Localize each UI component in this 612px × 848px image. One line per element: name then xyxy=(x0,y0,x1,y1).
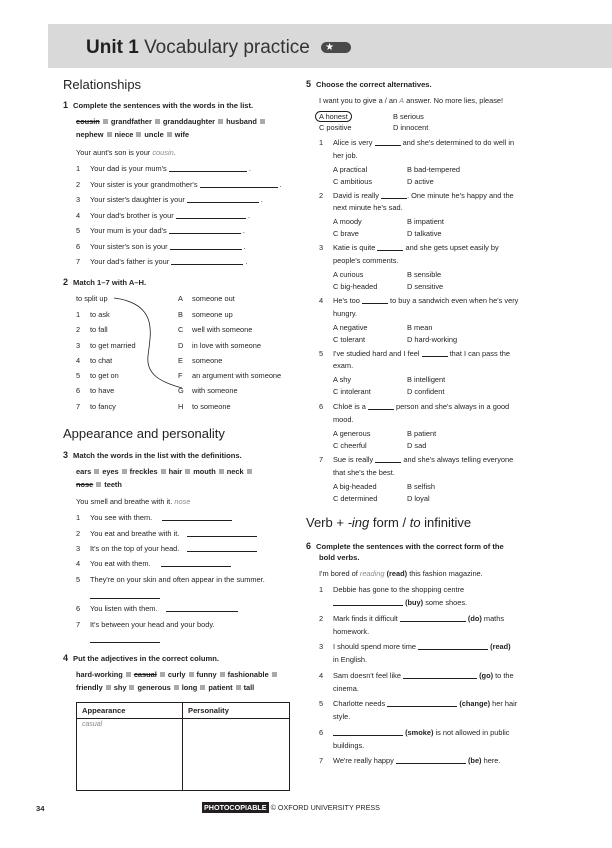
ex5-item-cont: next minute he's sad. xyxy=(333,203,403,212)
answer-blank[interactable] xyxy=(200,181,278,188)
word: niece xyxy=(114,130,134,139)
word: granddaughter xyxy=(162,117,216,126)
ex2-right-item: F an argument with someone xyxy=(178,371,282,380)
answer-blank[interactable] xyxy=(187,545,257,552)
ex3-item: 6 You listen with them. xyxy=(76,604,238,613)
ex5-item: 3 Katie is quite and she gets upset easily by xyxy=(319,243,499,252)
ex6-item: 5 Charlotte needs (change) her hair xyxy=(319,699,518,708)
ex5-options[interactable]: A generous B patient xyxy=(333,429,437,438)
column-header: Appearance xyxy=(77,703,183,719)
ex1-item: 5 Your mum is your dad's . xyxy=(76,226,245,235)
answer-blank[interactable] xyxy=(375,139,401,146)
answer-blank[interactable] xyxy=(187,530,257,537)
appearance-cell[interactable] xyxy=(77,719,183,791)
answer-blank[interactable] xyxy=(381,192,407,199)
ex5-item: 5 I've studied hard and I feel that I can pass the xyxy=(319,349,510,358)
ex6-item: 4 Sam doesn't feel like (go) to the xyxy=(319,671,514,680)
answer-blank[interactable] xyxy=(169,227,241,234)
answer-blank[interactable] xyxy=(418,643,488,650)
ex6-instruction-cont: bold verbs. xyxy=(319,553,360,562)
ex5-options[interactable]: A curious B sensible xyxy=(333,270,442,279)
star-badge xyxy=(321,42,351,53)
ex6-item: 6 (smoke) is not allowed in public xyxy=(319,728,510,737)
ex6-item-cont: homework. xyxy=(333,627,370,636)
ex5-options[interactable]: C tolerant D hard-working xyxy=(333,335,458,344)
ex5-item: 7 Sue is really and she's always telling everyone xyxy=(319,455,514,464)
ex3-instruction: 3 Match the words in the list with the definitions. xyxy=(63,450,242,460)
ex2-left-item: 1 to ask xyxy=(76,310,110,319)
ex6-item-cont: in English. xyxy=(333,655,368,664)
ex6-item-cont: cinema. xyxy=(333,684,359,693)
answer-blank[interactable] xyxy=(161,560,231,567)
ex5-item-cont: her job. xyxy=(333,151,358,160)
ex6-item: 2 Mark finds it difficult (do) maths xyxy=(319,614,505,623)
ex6-item: 1 Debbie has gone to the shopping centre xyxy=(319,585,465,594)
page-title xyxy=(86,37,351,59)
ex5-instruction: 5 Choose the correct alternatives. xyxy=(306,79,432,89)
answer-blank[interactable] xyxy=(170,243,242,250)
word: wife xyxy=(174,130,190,139)
ex3-item: 5 They're on your skin and often appear in the summer. xyxy=(76,575,265,584)
ex6-item-cont: (buy) some shoes. xyxy=(333,598,467,607)
ex3-item: 1 You see with them. xyxy=(76,513,232,522)
ex1-word-list-2 xyxy=(76,130,189,139)
answer-blank[interactable] xyxy=(90,592,160,599)
section-title-relationships: Relationships xyxy=(63,77,142,92)
word: grandfather xyxy=(110,117,152,126)
ex5-options[interactable]: A big-headed B selfish xyxy=(333,482,435,491)
ex1-item: 6 Your sister's son is your . xyxy=(76,242,246,251)
ex3-item-7-line xyxy=(90,635,160,644)
ex6-item-cont: buildings. xyxy=(333,741,365,750)
answer-blank[interactable] xyxy=(333,599,403,606)
ex3-item: 3 It's on the top of your head. xyxy=(76,544,257,553)
ex2-left-item: 7 to fancy xyxy=(76,402,116,411)
word: nephew xyxy=(76,130,104,139)
answer-blank[interactable] xyxy=(333,729,403,736)
unit-title: Vocabulary practice xyxy=(144,37,310,58)
ex5-example-options: A honest B serious xyxy=(319,111,424,122)
answer-blank[interactable] xyxy=(362,297,388,304)
ex2-left-item: 6 to have xyxy=(76,386,115,395)
ex1-item: 7 Your dad's father is your . xyxy=(76,257,248,266)
ex6-item: 3 I should spend more time (read) xyxy=(319,642,511,651)
section-title-appearance: Appearance and personality xyxy=(63,426,225,441)
answer-blank[interactable] xyxy=(162,514,232,521)
ex3-word-list-1: ears eyes freckles hair mouth neck xyxy=(76,467,255,476)
page-header xyxy=(48,24,612,68)
ex5-options[interactable]: C intolerant D confident xyxy=(333,387,445,396)
ex5-item-cont: people's comments. xyxy=(333,256,399,265)
ex1-instruction-text: Complete the sentences with the words in the list. xyxy=(73,101,254,110)
ex5-item-cont: mood. xyxy=(333,415,354,424)
ex3-item: 4 You eat with them. xyxy=(76,559,231,568)
ex2-left-item: 3 to get married xyxy=(76,341,136,350)
ex4-word-list-1: hard-working casual curly funny fashionable xyxy=(76,670,280,679)
ex5-item: 2 David is really . One minute he's happy and the xyxy=(319,191,514,200)
photocopiable-label: PHOTOCOPIABLE xyxy=(204,803,267,812)
ex2-right-item: B someone up xyxy=(178,310,233,319)
answer-blank[interactable] xyxy=(387,700,457,707)
answer-blank[interactable] xyxy=(171,258,243,265)
ex1-number: 1 xyxy=(63,100,69,110)
answer-blank[interactable] xyxy=(396,757,466,764)
ex2-left-item: 5 to get on xyxy=(76,371,119,380)
ex3-item-5-line xyxy=(90,591,160,600)
ex2-instruction: 2 Match 1–7 with A–H. xyxy=(63,277,147,287)
ex5-options[interactable]: A negative B mean xyxy=(333,323,433,332)
star-icon: ★ xyxy=(325,42,335,53)
ex4-table xyxy=(76,702,290,791)
ex5-options[interactable]: C determined D loyal xyxy=(333,494,430,503)
ex2-right-item: D in love with someone xyxy=(178,341,262,350)
ex1-word-list-1 xyxy=(76,117,268,126)
word: cousin xyxy=(76,117,100,126)
ex4-word-list-2: friendly shy generous long patient tall xyxy=(76,683,255,692)
answer-blank[interactable] xyxy=(166,605,238,612)
personality-cell[interactable] xyxy=(183,719,290,791)
ex5-example-options: C positive D innocent xyxy=(319,123,429,132)
answer-blank[interactable] xyxy=(403,672,477,679)
ex5-item-cont: exam. xyxy=(333,361,354,370)
ex5-item-cont: that she's the best. xyxy=(333,468,395,477)
ex2-example-left: to split up xyxy=(76,294,108,303)
ex5-options[interactable]: C big-headed D sensitive xyxy=(333,282,444,291)
ex2-right-item: H to someone xyxy=(178,402,231,411)
page-number: 34 xyxy=(36,804,45,813)
example-answer: cousin xyxy=(152,148,174,157)
ex5-options[interactable]: C ambitious D active xyxy=(333,177,434,186)
answer-blank[interactable] xyxy=(176,212,246,219)
ex2-left-item: 2 to fall xyxy=(76,325,108,334)
answer-blank[interactable] xyxy=(422,350,448,357)
ex5-options[interactable]: A moody B impatient xyxy=(333,217,444,226)
ex6-instruction: 6 Complete the sentences with the correct form of the xyxy=(306,541,504,551)
ex1-item: 1 Your dad is your mum's . xyxy=(76,164,251,173)
ex5-options[interactable]: A practical B bad-tempered xyxy=(333,165,460,174)
ex2-right-item: E someone xyxy=(178,356,223,365)
ex5-item: 4 He's too to buy a sandwich even when he's very xyxy=(319,296,519,305)
footer-credit xyxy=(202,803,380,812)
ex5-item-cont: hungry. xyxy=(333,309,358,318)
ex5-example: I want you to give a / an A answer. No more lies, please! xyxy=(319,96,504,105)
answer-blank[interactable] xyxy=(400,615,466,622)
ex2-right-item: A someone out xyxy=(178,294,235,303)
unit-label: Unit 1 xyxy=(86,37,139,58)
answer-blank[interactable] xyxy=(368,403,394,410)
ex2-right-item: C well with someone xyxy=(178,325,253,334)
ex1-item: 4 Your dad's brother is your . xyxy=(76,211,250,220)
ex5-item: 1 Alice is very and she's determined to do well in xyxy=(319,138,515,147)
ex3-word-list-2: nose teeth xyxy=(76,480,122,489)
answer-blank[interactable] xyxy=(90,636,160,643)
ex5-options[interactable]: C cheerful D sad xyxy=(333,441,427,450)
word: uncle xyxy=(144,130,164,139)
ex3-example: You smell and breathe with it. nose xyxy=(76,497,191,506)
ex1-instruction xyxy=(63,100,253,110)
ex5-options[interactable]: C brave D talkative xyxy=(333,229,442,238)
ex6-item-cont: style. xyxy=(333,712,351,721)
ex4-instruction: 4 Put the adjectives in the correct column. xyxy=(63,653,220,663)
ex5-item: 6 Chloë is a person and she's always in a good xyxy=(319,402,510,411)
ex3-item: 7 It's between your head and your body. xyxy=(76,620,215,629)
column-header: Personality xyxy=(183,703,290,719)
section-title-verb: Verb + -ing form / to infinitive xyxy=(306,515,472,530)
example-answer: casual xyxy=(82,721,103,728)
answer-blank[interactable] xyxy=(375,456,401,463)
ex1-item: 3 Your sister's daughter is your . xyxy=(76,195,263,204)
example-text: Your aunt's son is your xyxy=(76,148,151,157)
publisher-credit: © OXFORD UNIVERSITY PRESS xyxy=(270,803,380,812)
ex1-example: Your aunt's son is your cousin. xyxy=(76,148,176,157)
ex1-item: 2 Your sister is your grandmother's . xyxy=(76,180,282,189)
ex6-example: I'm bored of reading (read) this fashion magazine. xyxy=(319,569,483,578)
ex2-left-item: 4 to chat xyxy=(76,356,113,365)
ex5-options[interactable]: A shy B intelligent xyxy=(333,375,446,384)
answer-blank[interactable] xyxy=(187,196,259,203)
ex6-item: 7 We're really happy (be) here. xyxy=(319,756,501,765)
answer-blank[interactable] xyxy=(377,244,403,251)
answer-blank[interactable] xyxy=(169,165,247,172)
ex2-right-item: G with someone xyxy=(178,386,238,395)
word: husband xyxy=(226,117,257,126)
ex3-item: 2 You eat and breathe with it. xyxy=(76,529,257,538)
